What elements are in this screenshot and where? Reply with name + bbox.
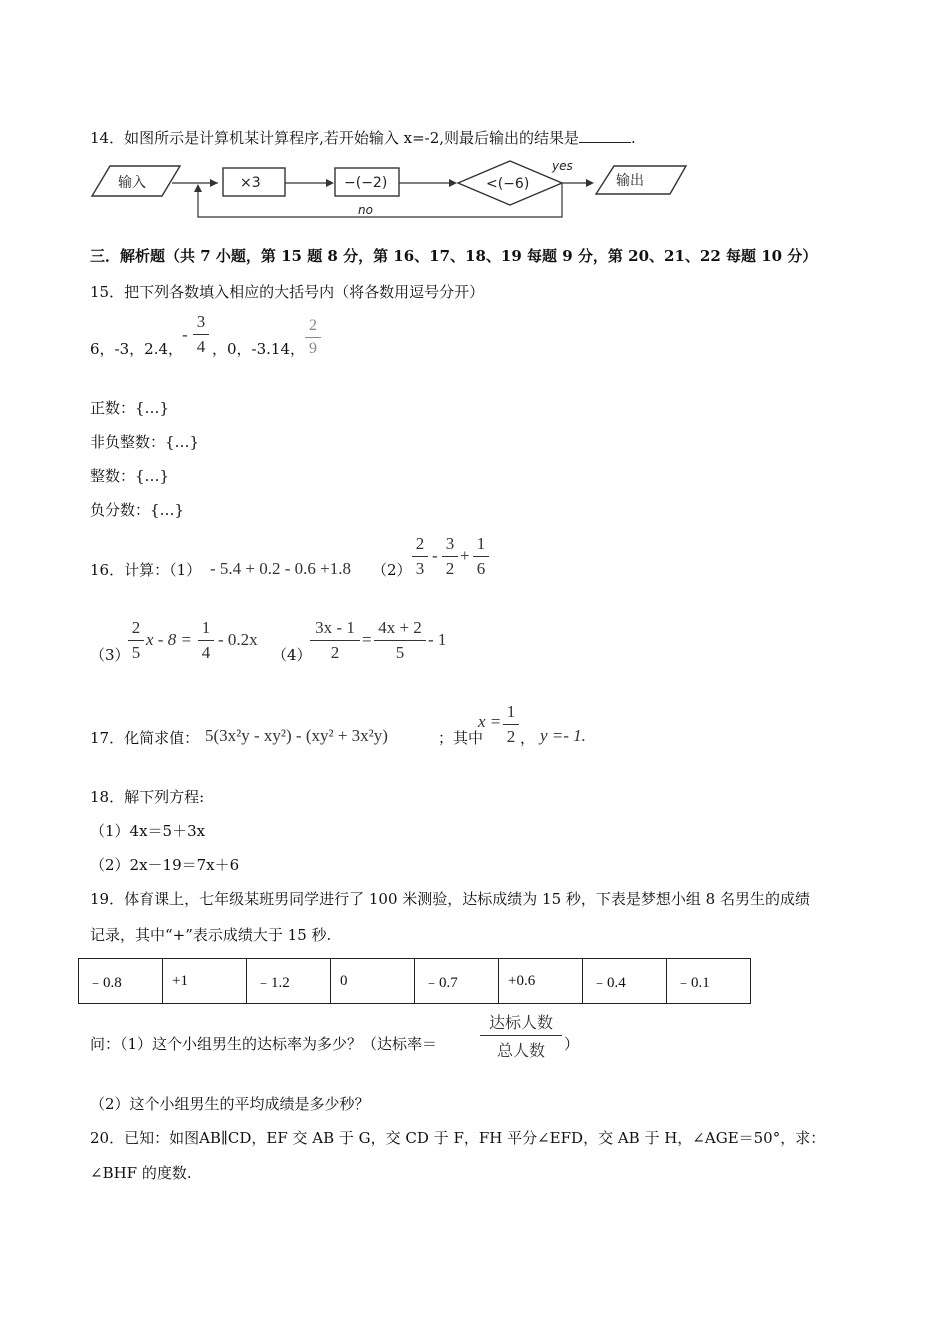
score-cell: 0 xyxy=(331,959,415,1004)
q19-ask2: （2）这个小组男生的平均成绩是多少秒？ xyxy=(90,1095,370,1113)
arrow-icon xyxy=(586,179,594,187)
q20-line1: 20．已知：如图AB∥CD，EF 交 AB 于 G，交 CD 于 F，FH 平分∠EFD，交 AB 于 H，∠AGE＝50°，求： xyxy=(90,1129,826,1147)
score-cell: ﹣0.7 xyxy=(415,959,499,1004)
q17-label: 17．化简求值： xyxy=(90,729,200,747)
score-cell: +0.6 xyxy=(499,959,583,1004)
q16-e2-fraction-3: 1 6 xyxy=(473,534,489,579)
arrow-icon xyxy=(326,179,334,187)
flow-multiply-label: ×3 xyxy=(240,175,261,191)
flow-yes-label: yes xyxy=(552,159,573,173)
flow-condition-label: <(−6) xyxy=(486,176,530,192)
q19-ask1: 问：（1）这个小组男生的达标率为多少？（达标率＝ xyxy=(90,1035,438,1053)
score-cell: ﹣0.8 xyxy=(79,959,163,1004)
score-cell: ﹣0.4 xyxy=(583,959,667,1004)
flow-subtract-label: −(−2) xyxy=(344,175,388,191)
q14-text: 14．如图所示是计算机某计算程序,若开始输入 x=-2,则最后输出的结果是 . xyxy=(90,129,636,147)
q18-item-2: （2）2x－19＝7x＋6 xyxy=(90,856,240,874)
q16-e4-tail: - 1 xyxy=(428,630,447,649)
flow-no-label: no xyxy=(358,203,373,217)
q15-fraction-2: 2 9 xyxy=(305,317,321,358)
q17-x-lhs: x = xyxy=(478,712,502,731)
q17-x-fraction: 1 2 xyxy=(503,702,519,747)
q16-label3: （3） xyxy=(90,646,130,664)
q16-e4-fraction-2: 4x + 2 5 xyxy=(374,618,426,663)
q16-label4: （4） xyxy=(272,646,312,664)
q15-neg-sign: - xyxy=(182,325,188,344)
q16-label: 16．计算：（1） xyxy=(90,561,202,579)
q15-numbers-b: ，0，-3.14， xyxy=(212,340,306,358)
q15-numbers-a: 6，-3，2.4， xyxy=(90,340,184,358)
q16-e4-fraction-1: 3x - 1 2 xyxy=(310,618,360,663)
q16-e3-fraction-2: 1 4 xyxy=(198,618,214,663)
arrow-icon xyxy=(194,184,202,192)
q15-category-neg-fraction: 负分数：{…} xyxy=(90,501,185,519)
scores-table xyxy=(78,958,751,1004)
q19-ask1-end: ） xyxy=(564,1035,580,1053)
q16-e2-fraction-2: 3 2 xyxy=(442,534,458,579)
q16-label2: （2） xyxy=(372,561,412,579)
score-cell: ﹣0.1 xyxy=(667,959,751,1004)
score-cell: ﹣1.2 xyxy=(247,959,331,1004)
flowchart xyxy=(88,156,698,222)
flow-output-label: 输出 xyxy=(616,173,644,189)
section-heading: 三．解析题（共 7 小题，第 15 题 8 分，第 16、17、18、19 每题 9 分，第 20、21、22 每题 10 分） xyxy=(90,247,818,265)
q16-e3-mid: x - 8 = xyxy=(146,630,192,649)
q16-e4-eq: = xyxy=(362,630,372,649)
q16-expr1: - 5.4 + 0.2 - 0.6 +1.8 xyxy=(210,559,351,578)
q20-line2: ∠BHF 的度数. xyxy=(90,1164,192,1182)
q15-text: 15．把下列各数填入相应的大括号内（将各数用逗号分开） xyxy=(90,283,485,301)
q15-category-integer: 整数：{…} xyxy=(90,467,170,485)
q18-item-1: （1）4x＝5＋3x xyxy=(90,822,206,840)
q16-e3-tail: - 0.2x xyxy=(218,630,258,649)
q19-rate-fraction: 达标人数 总人数 xyxy=(480,1010,562,1061)
q17-comma: ， xyxy=(520,729,536,747)
q16-e2-fraction-1: 2 3 xyxy=(412,534,428,579)
q17-expr: 5(3x²y - xy²) - (xy² + 3x²y) xyxy=(205,726,388,745)
q15-category-positive: 正数：{…} xyxy=(90,399,170,417)
q17-mid: ；其中 xyxy=(438,729,484,747)
arrow-icon xyxy=(449,179,457,187)
q16-e3-fraction-1: 2 5 xyxy=(128,618,144,663)
q19-line2: 记录，其中“+”表示成绩大于 15 秒. xyxy=(90,926,332,944)
q16-e2-op1: - xyxy=(432,546,438,565)
answer-blank[interactable] xyxy=(579,128,631,143)
flow-input-label: 输入 xyxy=(118,175,146,191)
q16-e2-op2: + xyxy=(460,546,470,565)
q15-category-nonneg-int: 非负整数：{…} xyxy=(90,433,200,451)
q17-y: y =- 1. xyxy=(540,726,586,745)
score-cell: +1 xyxy=(163,959,247,1004)
q19-line1: 19．体育课上，七年级某班男同学进行了 100 米测验，达标成绩为 15 秒，下表是梦想小组 8 名男生的成绩 xyxy=(90,890,810,908)
arrow-icon xyxy=(210,179,218,187)
q18-title: 18．解下列方程: xyxy=(90,788,205,806)
q15-fraction-1: 3 4 xyxy=(193,312,209,357)
